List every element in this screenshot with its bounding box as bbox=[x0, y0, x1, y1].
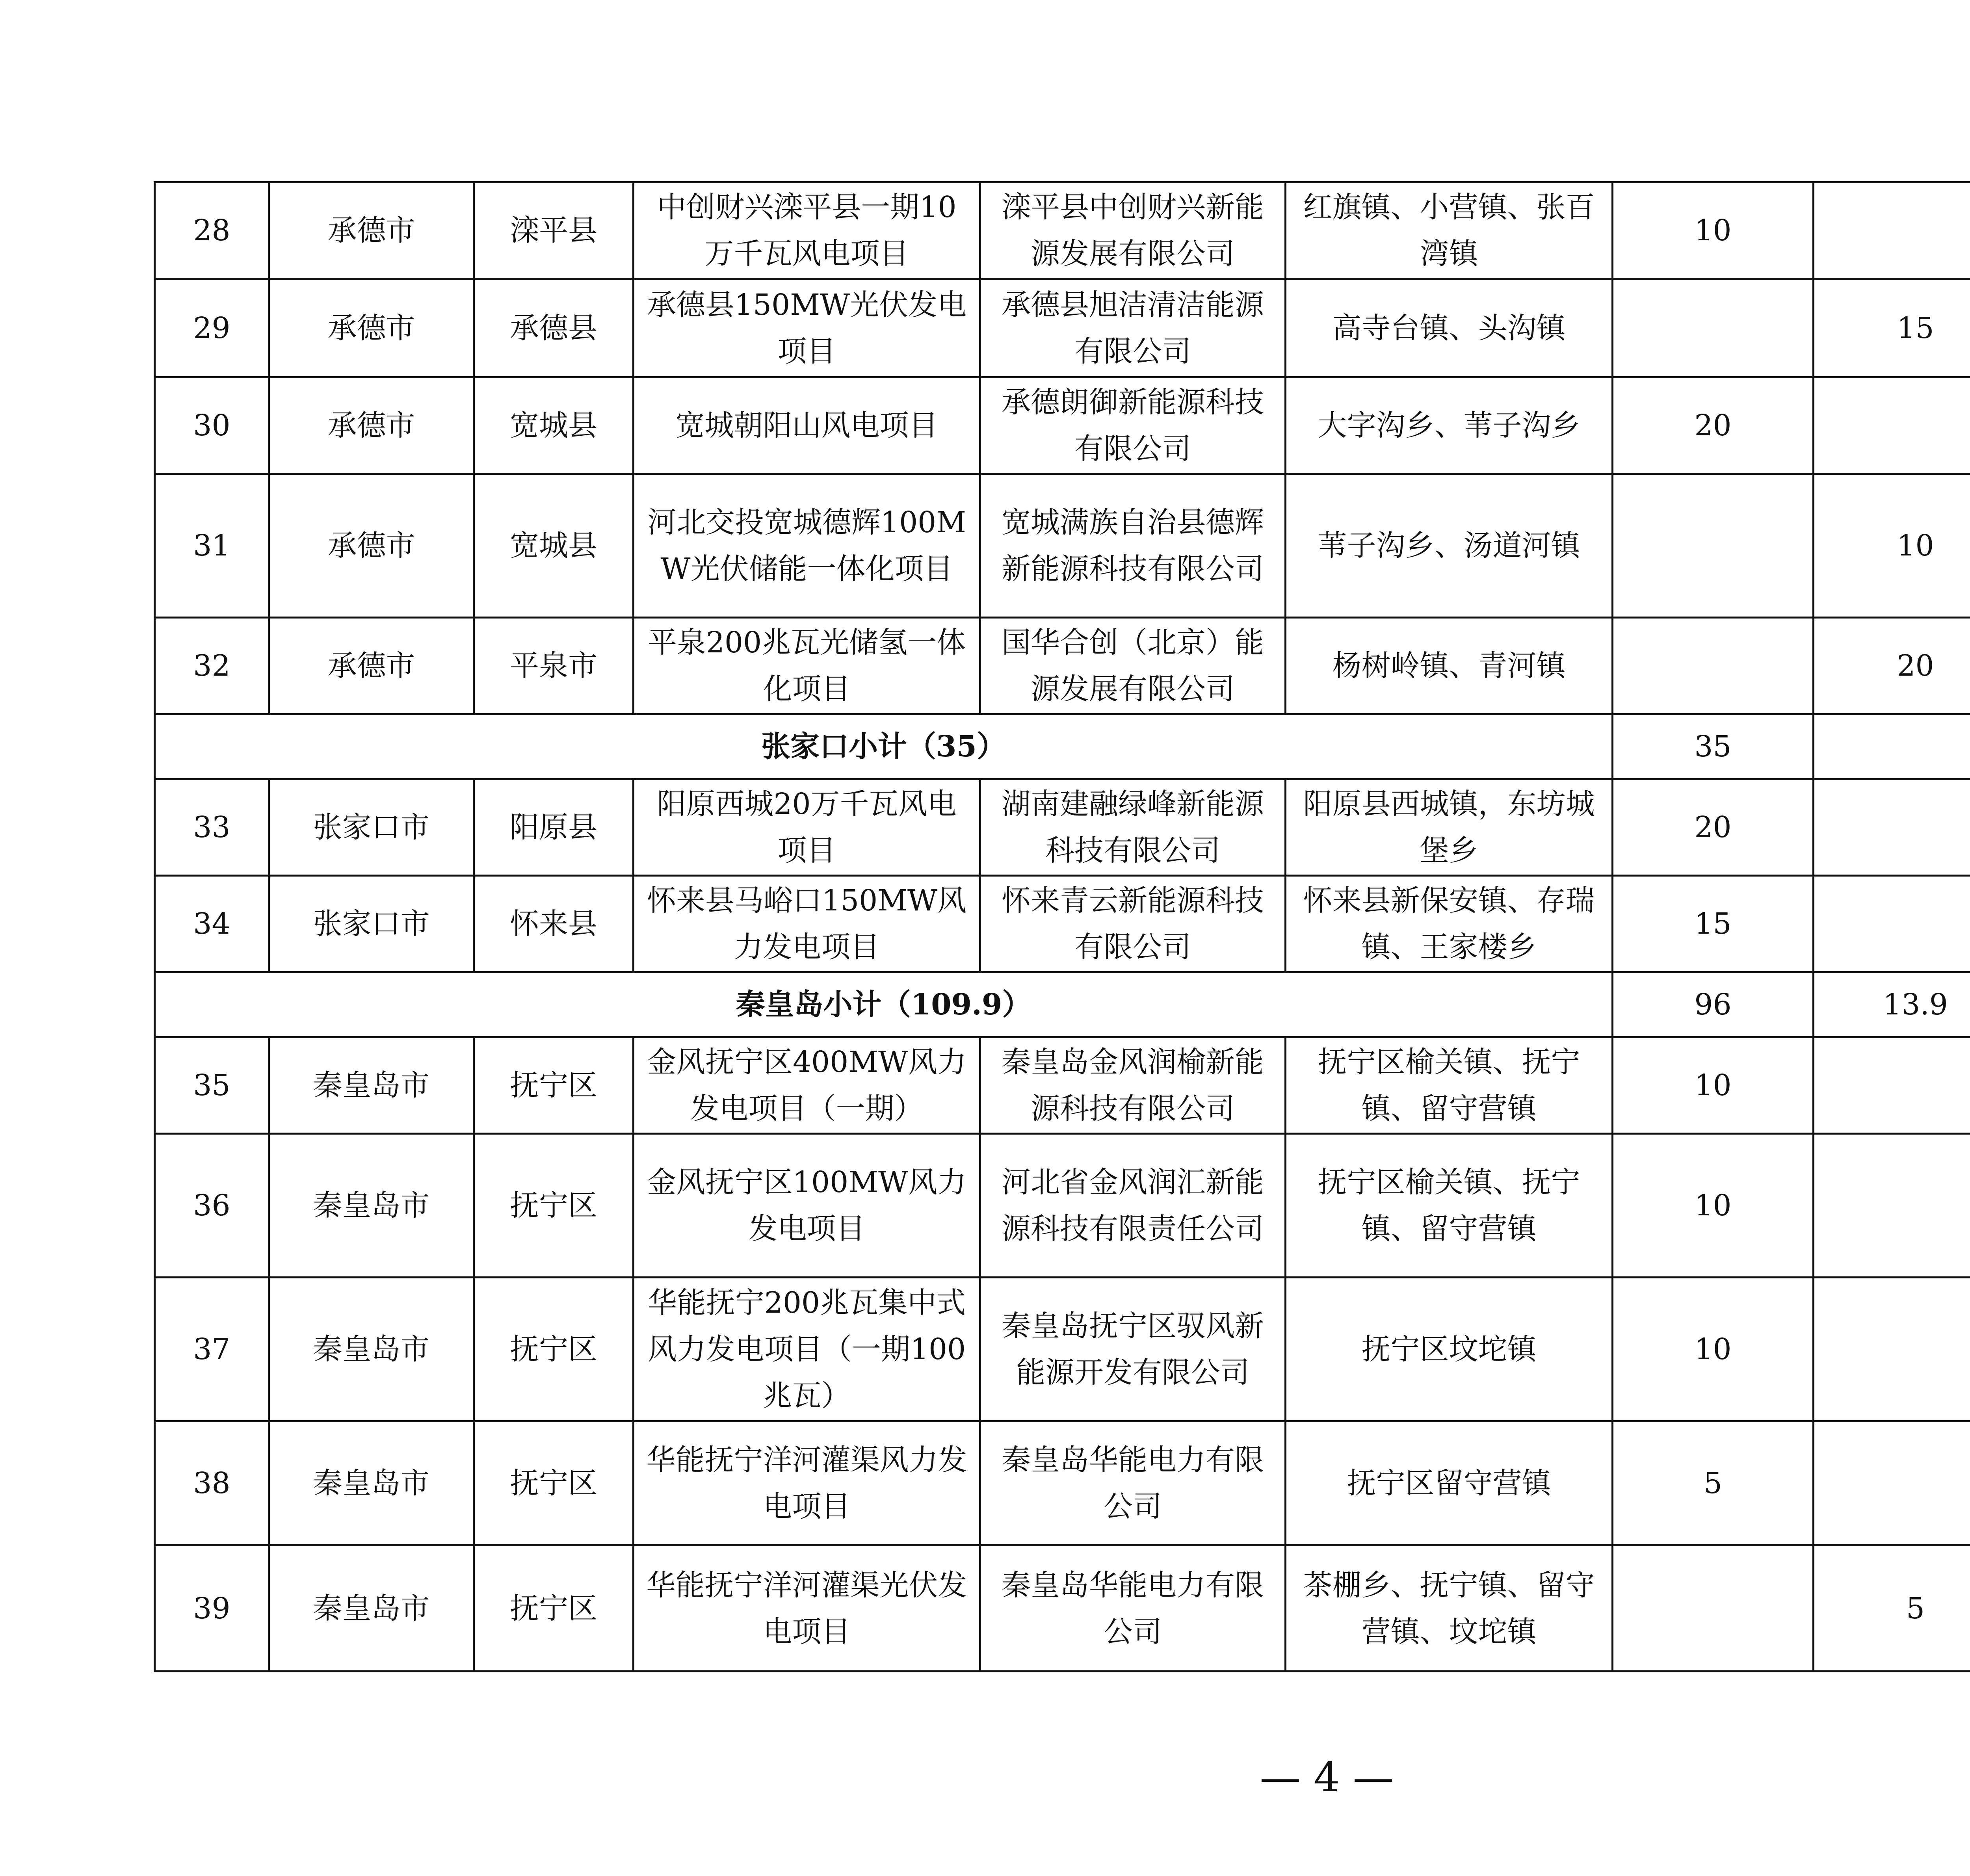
project-name-cell: 怀来县马峪口150MW风力发电项目 bbox=[634, 876, 980, 972]
city-cell: 承德市 bbox=[269, 377, 474, 474]
company-cell: 秦皇岛金风润榆新能源科技有限公司 bbox=[980, 1037, 1286, 1134]
location-cell: 苇子沟乡、汤道河镇 bbox=[1286, 474, 1613, 618]
wind-capacity-cell: 20 bbox=[1613, 779, 1814, 876]
subtotal-label: 张家口小计（35） bbox=[155, 714, 1613, 779]
location-cell: 杨树岭镇、青河镇 bbox=[1286, 618, 1613, 714]
company-cell: 湖南建融绿峰新能源科技有限公司 bbox=[980, 779, 1286, 876]
company-cell: 承德县旭洁清洁能源有限公司 bbox=[980, 279, 1286, 377]
solar-capacity-cell: 10 bbox=[1814, 474, 1970, 618]
county-cell: 宽城县 bbox=[474, 377, 634, 474]
project-name-cell: 华能抚宁洋河灌渠风力发电项目 bbox=[634, 1421, 980, 1545]
project-name-cell: 宽城朝阳山风电项目 bbox=[634, 377, 980, 474]
location-cell: 抚宁区榆关镇、抚宁镇、留守营镇 bbox=[1286, 1037, 1613, 1134]
solar-capacity-cell bbox=[1814, 1037, 1970, 1134]
table-row bbox=[155, 279, 1970, 377]
table-row bbox=[155, 1421, 1970, 1545]
company-cell: 秦皇岛抚宁区驭风新能源开发有限公司 bbox=[980, 1278, 1286, 1421]
row-number: 34 bbox=[155, 876, 269, 972]
wind-capacity-cell: 10 bbox=[1613, 1037, 1814, 1134]
solar-capacity-cell: 20 bbox=[1814, 618, 1970, 714]
wind-capacity-cell bbox=[1613, 618, 1814, 714]
city-cell: 承德市 bbox=[269, 618, 474, 714]
company-cell: 承德朗御新能源科技有限公司 bbox=[980, 377, 1286, 474]
company-cell: 滦平县中创财兴新能源发展有限公司 bbox=[980, 182, 1286, 279]
location-cell: 红旗镇、小营镇、张百湾镇 bbox=[1286, 182, 1613, 279]
row-number: 35 bbox=[155, 1037, 269, 1134]
table-row bbox=[155, 779, 1970, 876]
wind-capacity-cell: 15 bbox=[1613, 876, 1814, 972]
city-cell: 承德市 bbox=[269, 182, 474, 279]
project-table bbox=[154, 181, 1970, 1672]
row-number: 29 bbox=[155, 279, 269, 377]
project-name-cell: 金风抚宁区100MW风力发电项目 bbox=[634, 1134, 980, 1278]
wind-capacity-cell: 10 bbox=[1613, 1278, 1814, 1421]
solar-capacity-cell bbox=[1814, 876, 1970, 972]
project-name-cell: 河北交投宽城德辉100MW光伏储能一体化项目 bbox=[634, 474, 980, 618]
table-row bbox=[155, 1545, 1970, 1672]
solar-capacity-cell bbox=[1814, 182, 1970, 279]
wind-capacity-cell: 10 bbox=[1613, 1134, 1814, 1278]
county-cell: 抚宁区 bbox=[474, 1278, 634, 1421]
solar-capacity-cell bbox=[1814, 377, 1970, 474]
project-name-cell: 华能抚宁洋河灌渠光伏发电项目 bbox=[634, 1545, 980, 1672]
wind-capacity-cell bbox=[1613, 279, 1814, 377]
location-cell: 高寺台镇、头沟镇 bbox=[1286, 279, 1613, 377]
subtotal-solar-cell: 13.9 bbox=[1814, 972, 1970, 1037]
city-cell: 张家口市 bbox=[269, 779, 474, 876]
wind-capacity-cell: 5 bbox=[1613, 1421, 1814, 1545]
row-number: 39 bbox=[155, 1545, 269, 1672]
city-cell: 秦皇岛市 bbox=[269, 1545, 474, 1672]
table-row bbox=[155, 182, 1970, 279]
location-cell: 抚宁区榆关镇、抚宁镇、留守营镇 bbox=[1286, 1134, 1613, 1278]
county-cell: 抚宁区 bbox=[474, 1037, 634, 1134]
table-row bbox=[155, 474, 1970, 618]
row-number: 33 bbox=[155, 779, 269, 876]
project-name-cell: 中创财兴滦平县一期10万千瓦风电项目 bbox=[634, 182, 980, 279]
wind-capacity-cell bbox=[1613, 474, 1814, 618]
county-cell: 抚宁区 bbox=[474, 1421, 634, 1545]
location-cell: 抚宁区坟坨镇 bbox=[1286, 1278, 1613, 1421]
row-number: 36 bbox=[155, 1134, 269, 1278]
subtotal-wind-cell: 35 bbox=[1613, 714, 1814, 779]
solar-capacity-cell bbox=[1814, 1421, 1970, 1545]
row-number: 32 bbox=[155, 618, 269, 714]
city-cell: 承德市 bbox=[269, 474, 474, 618]
county-cell: 阳原县 bbox=[474, 779, 634, 876]
project-name-cell: 华能抚宁200兆瓦集中式风力发电项目（一期100兆瓦） bbox=[634, 1278, 980, 1421]
project-name-cell: 金风抚宁区400MW风力发电项目（一期） bbox=[634, 1037, 980, 1134]
table-row bbox=[155, 1037, 1970, 1134]
city-cell: 秦皇岛市 bbox=[269, 1037, 474, 1134]
company-cell: 秦皇岛华能电力有限公司 bbox=[980, 1545, 1286, 1672]
county-cell: 承德县 bbox=[474, 279, 634, 377]
row-number: 38 bbox=[155, 1421, 269, 1545]
table-row bbox=[155, 618, 1970, 714]
county-cell: 滦平县 bbox=[474, 182, 634, 279]
table-row bbox=[155, 377, 1970, 474]
county-cell: 抚宁区 bbox=[474, 1134, 634, 1278]
project-name-cell: 阳原西城20万千瓦风电项目 bbox=[634, 779, 980, 876]
location-cell: 怀来县新保安镇、存瑞镇、王家楼乡 bbox=[1286, 876, 1613, 972]
solar-capacity-cell bbox=[1814, 1278, 1970, 1421]
location-cell: 抚宁区留守营镇 bbox=[1286, 1421, 1613, 1545]
wind-capacity-cell: 20 bbox=[1613, 377, 1814, 474]
city-cell: 秦皇岛市 bbox=[269, 1421, 474, 1545]
location-cell: 阳原县西城镇，东坊城堡乡 bbox=[1286, 779, 1613, 876]
company-cell: 宽城满族自治县德辉新能源科技有限公司 bbox=[980, 474, 1286, 618]
county-cell: 宽城县 bbox=[474, 474, 634, 618]
solar-capacity-cell: 15 bbox=[1814, 279, 1970, 377]
city-cell: 秦皇岛市 bbox=[269, 1134, 474, 1278]
company-cell: 国华合创（北京）能源发展有限公司 bbox=[980, 618, 1286, 714]
row-number: 28 bbox=[155, 182, 269, 279]
subtotal-row bbox=[155, 972, 1970, 1037]
solar-capacity-cell bbox=[1814, 1134, 1970, 1278]
row-number: 37 bbox=[155, 1278, 269, 1421]
location-cell: 茶棚乡、抚宁镇、留守营镇、坟坨镇 bbox=[1286, 1545, 1613, 1672]
page-number: — 4 — bbox=[1260, 1753, 1394, 1801]
subtotal-solar-cell bbox=[1814, 714, 1970, 779]
location-cell: 大字沟乡、苇子沟乡 bbox=[1286, 377, 1613, 474]
project-name-cell: 承德县150MW光伏发电项目 bbox=[634, 279, 980, 377]
solar-capacity-cell bbox=[1814, 779, 1970, 876]
company-cell: 怀来青云新能源科技有限公司 bbox=[980, 876, 1286, 972]
company-cell: 秦皇岛华能电力有限公司 bbox=[980, 1421, 1286, 1545]
company-cell: 河北省金风润汇新能源科技有限责任公司 bbox=[980, 1134, 1286, 1278]
city-cell: 秦皇岛市 bbox=[269, 1278, 474, 1421]
subtotal-label: 秦皇岛小计（109.9） bbox=[155, 972, 1613, 1037]
city-cell: 张家口市 bbox=[269, 876, 474, 972]
subtotal-row bbox=[155, 714, 1970, 779]
row-number: 31 bbox=[155, 474, 269, 618]
wind-capacity-cell: 10 bbox=[1613, 182, 1814, 279]
project-name-cell: 平泉200兆瓦光储氢一体化项目 bbox=[634, 618, 980, 714]
county-cell: 抚宁区 bbox=[474, 1545, 634, 1672]
city-cell: 承德市 bbox=[269, 279, 474, 377]
table-row bbox=[155, 1134, 1970, 1278]
table-row bbox=[155, 1278, 1970, 1421]
solar-capacity-cell: 5 bbox=[1814, 1545, 1970, 1672]
row-number: 30 bbox=[155, 377, 269, 474]
table-body bbox=[155, 182, 1970, 1672]
county-cell: 怀来县 bbox=[474, 876, 634, 972]
subtotal-wind-cell: 96 bbox=[1613, 972, 1814, 1037]
wind-capacity-cell bbox=[1613, 1545, 1814, 1672]
county-cell: 平泉市 bbox=[474, 618, 634, 714]
table-row bbox=[155, 876, 1970, 972]
